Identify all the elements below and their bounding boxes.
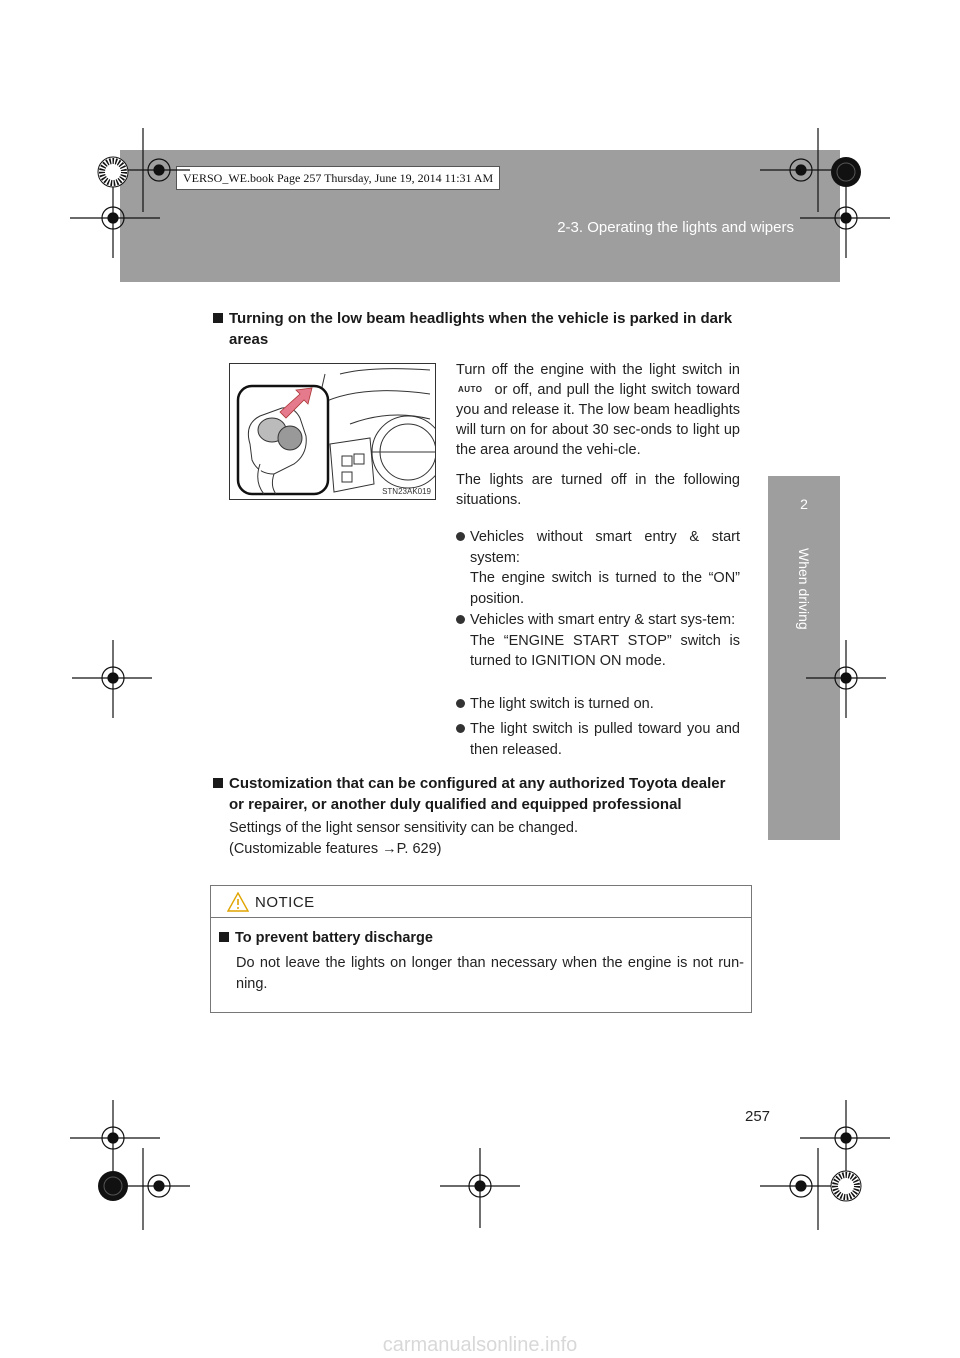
square-bullet-icon <box>213 778 223 788</box>
square-bullet-icon <box>219 932 229 942</box>
bullet-dot-icon <box>456 532 465 541</box>
bullet-dot-icon <box>456 615 465 624</box>
notice-header <box>211 886 751 918</box>
notice-box <box>210 885 752 1013</box>
footer-watermark: carmanualsonline.info <box>382 1334 578 1356</box>
bullet-dot-icon <box>456 724 465 733</box>
lights-off-paragraph: The lights are turned off in the following situations. <box>456 472 740 508</box>
section2-heading: Customization that can be configured at any authorized Toyota dealer or repairer, or another duly qualified and equipped professional <box>213 773 758 815</box>
notice-heading: To prevent battery discharge <box>219 930 433 946</box>
section-title: 2-3. Operating the lights and wipers <box>557 219 794 236</box>
light-switch-illustration <box>229 363 436 500</box>
list-item: Vehicles without smart entry & start system: The engine switch is turned to the “ON” position. <box>456 527 740 609</box>
chapter-number: 2 <box>800 496 808 512</box>
customization-text: Settings of the light sensor sensitivity can be changed. <box>229 820 579 836</box>
list-item: The light switch is turned on. <box>456 694 740 715</box>
list-item: The light switch is pulled toward you and then released. <box>456 719 740 760</box>
bullet-dot-icon <box>456 699 465 708</box>
square-bullet-icon <box>213 313 223 323</box>
chapter-tab <box>768 476 840 840</box>
chapter-label: When driving <box>796 548 812 630</box>
page-number: 257 <box>745 1108 771 1125</box>
figure-code: STN23AK019 <box>382 487 431 496</box>
auto-light-icon: AUTO <box>458 385 483 394</box>
warning-triangle-icon <box>227 892 249 912</box>
notice-title: NOTICE <box>255 894 315 911</box>
intro-paragraph: Turn off the engine with the light switch in AUTO or off, and pull the light switch toward you and release it. The low beam headlights will turn on for about 30 sec-onds to light up the area around the vehi-cle. <box>456 362 740 458</box>
book-stamp: VERSO_WE.book Page 257 Thursday, June 19, 2014 11:31 AM <box>176 166 500 190</box>
customization-reference: (Customizable features →P. 629) <box>229 841 442 857</box>
notice-body: Do not leave the lights on longer than necessary when the engine is not run-ning. <box>236 955 744 992</box>
section1-heading: Turning on the low beam headlights when the vehicle is parked in dark areas <box>213 308 753 350</box>
list-item: Vehicles with smart entry & start sys-tem: The “ENGINE START STOP” switch is turned to IGNITION ON mode. <box>456 610 740 672</box>
hand-pulling-switch-icon <box>230 364 435 499</box>
